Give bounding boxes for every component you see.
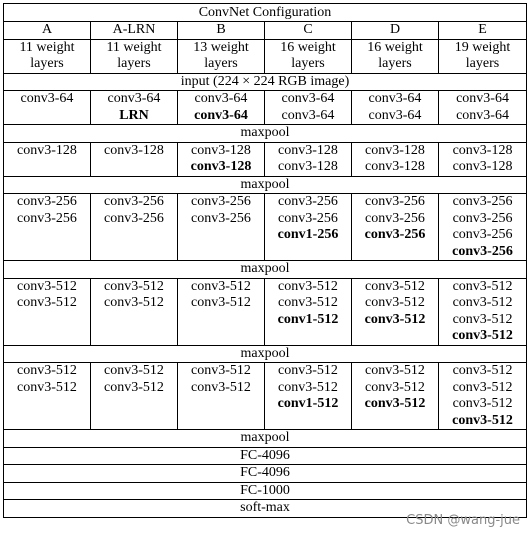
- layer-name: conv3-512: [191, 379, 251, 395]
- layer-name: conv3-256: [17, 210, 77, 226]
- layer-name: conv3-64: [456, 91, 509, 106]
- layer-name: conv3-64: [20, 91, 74, 106]
- tail-row: [4, 482, 527, 500]
- layer-name: conv3-512: [452, 412, 513, 428]
- layer-name: conv3-512: [452, 363, 513, 378]
- pool-row: [4, 176, 527, 194]
- layer-name: conv3-64: [107, 91, 161, 106]
- tail-layer-label: maxpool: [4, 430, 527, 448]
- layer-name: conv3-512: [104, 379, 164, 395]
- layer-name: conv3-512: [365, 379, 425, 395]
- layer-cell: [4, 363, 91, 430]
- column-desc: [178, 39, 265, 73]
- table-title: ConvNet Configuration: [4, 4, 527, 22]
- layer-name: conv3-64: [456, 107, 509, 123]
- tail-row: [4, 447, 527, 465]
- layer-name: conv3-128: [190, 159, 252, 174]
- layer-name: conv3-256: [365, 210, 425, 226]
- layer-cell: [4, 91, 91, 125]
- column-desc-line: 11 weight: [19, 39, 75, 55]
- layer-name: conv3-512: [452, 328, 513, 343]
- layer-name: conv3-512: [17, 363, 77, 378]
- config-table-wrapper: [3, 3, 527, 518]
- column-desc: [352, 39, 439, 73]
- layer-name: conv3-512: [104, 278, 164, 294]
- layer-cell: [352, 363, 439, 430]
- column-name: E: [439, 22, 527, 40]
- column-desc-row: [4, 39, 527, 73]
- layer-cell: [265, 363, 352, 430]
- watermark: CSDN @wang-jue: [406, 513, 520, 528]
- layer-name: conv3-128: [17, 142, 77, 158]
- layer-cell: [439, 91, 527, 125]
- layer-cell: [439, 363, 527, 430]
- column-desc-line: layers: [378, 56, 412, 71]
- convnet-config-table: [3, 3, 527, 518]
- input-label: input (224 × 224 RGB image): [4, 73, 527, 91]
- layer-name: conv3-256: [452, 227, 513, 242]
- layer-cell: [178, 142, 265, 176]
- layer-name: conv3-256: [17, 194, 77, 209]
- layer-cell: [265, 194, 352, 261]
- pool-label: maxpool: [4, 261, 527, 279]
- column-desc-line: layers: [117, 56, 151, 71]
- layer-cell: [4, 142, 91, 176]
- layer-name: conv3-512: [191, 278, 251, 294]
- layer-cell: [352, 194, 439, 261]
- layer-name: conv3-512: [452, 278, 513, 294]
- column-desc: [91, 39, 178, 73]
- layer-name: conv3-512: [191, 363, 251, 378]
- column-desc-line: 16 weight: [367, 39, 423, 55]
- layer-name: conv1-512: [277, 311, 339, 327]
- layer-name: conv3-256: [452, 243, 513, 259]
- layer-name: conv3-512: [278, 379, 338, 395]
- layer-name: conv3-128: [365, 142, 425, 158]
- config-table-body: [4, 4, 527, 518]
- layer-cell: [178, 363, 265, 430]
- layer-block-row: [4, 363, 527, 430]
- pool-label: maxpool: [4, 176, 527, 194]
- layer-cell: [352, 91, 439, 125]
- layer-name: conv3-256: [452, 194, 513, 209]
- layer-name: conv3-512: [452, 295, 513, 310]
- layer-cell: [265, 91, 352, 125]
- layer-name: conv3-128: [278, 159, 338, 174]
- column-desc: [439, 39, 527, 73]
- column-name: C: [265, 22, 352, 40]
- layer-name: conv3-256: [191, 210, 251, 226]
- column-desc-line: layers: [30, 56, 64, 71]
- layer-cell: [265, 142, 352, 176]
- layer-name: conv3-256: [365, 194, 425, 209]
- layer-cell: [178, 278, 265, 345]
- layer-cell: [91, 194, 178, 261]
- column-desc-line: 13 weight: [193, 39, 249, 55]
- layer-name: conv3-512: [452, 379, 513, 395]
- layer-name: conv3-512: [17, 278, 77, 294]
- layer-name: conv3-512: [365, 295, 425, 310]
- pool-row: [4, 125, 527, 143]
- layer-cell: [439, 278, 527, 345]
- layer-cell: [178, 91, 265, 125]
- layer-name: conv3-512: [365, 363, 425, 378]
- layer-name: conv3-128: [365, 159, 425, 174]
- layer-cell: [4, 278, 91, 345]
- column-desc-line: 16 weight: [280, 39, 336, 55]
- layer-name: conv3-256: [452, 210, 513, 226]
- layer-name: conv3-512: [278, 295, 338, 310]
- layer-name: conv3-128: [452, 142, 513, 158]
- tail-row: [4, 430, 527, 448]
- layer-name: conv1-512: [277, 396, 339, 411]
- layer-name: conv3-512: [104, 295, 164, 310]
- tail-layer-label: FC-4096: [4, 465, 527, 483]
- pool-row: [4, 261, 527, 279]
- layer-cell: [4, 194, 91, 261]
- column-name: A-LRN: [91, 22, 178, 40]
- column-desc-line: layers: [291, 56, 325, 71]
- column-desc-line: layers: [204, 56, 238, 71]
- layer-name: conv3-256: [104, 210, 164, 226]
- layer-name: conv3-256: [104, 194, 164, 209]
- layer-name: conv3-512: [364, 311, 426, 327]
- layer-cell: [439, 194, 527, 261]
- layer-name: conv3-128: [452, 159, 513, 174]
- layer-block-row: [4, 91, 527, 125]
- layer-name: conv3-128: [191, 142, 251, 158]
- layer-name: conv3-512: [452, 396, 513, 411]
- layer-name: conv3-512: [278, 363, 338, 378]
- tail-row: [4, 465, 527, 483]
- layer-name: conv3-64: [281, 91, 335, 106]
- pool-label: maxpool: [4, 345, 527, 363]
- layer-name: conv3-512: [364, 396, 426, 411]
- layer-name: conv3-512: [191, 295, 251, 310]
- layer-name: conv3-512: [104, 363, 164, 378]
- layer-name: LRN: [119, 107, 149, 123]
- tail-layer-label: FC-1000: [4, 482, 527, 500]
- layer-block-row: [4, 142, 527, 176]
- layer-name: conv3-128: [104, 142, 164, 158]
- column-desc-line: layers: [465, 56, 500, 71]
- pool-label: maxpool: [4, 125, 527, 143]
- layer-block-row: [4, 194, 527, 261]
- layer-cell: [439, 142, 527, 176]
- layer-name: conv3-512: [452, 311, 513, 327]
- column-name-row: [4, 22, 527, 40]
- tail-layer-label: FC-4096: [4, 447, 527, 465]
- tail-layer-label: soft-max: [4, 500, 527, 518]
- layer-name: conv3-64: [368, 107, 422, 123]
- layer-name: conv3-256: [364, 227, 426, 242]
- column-desc-line: 19 weight: [454, 39, 511, 55]
- layer-cell: [91, 278, 178, 345]
- column-name: A: [4, 22, 91, 40]
- layer-name: conv3-64: [368, 91, 422, 106]
- layer-name: conv3-512: [365, 278, 425, 294]
- layer-cell: [91, 363, 178, 430]
- input-row: [4, 73, 527, 91]
- layer-cell: [352, 278, 439, 345]
- layer-name: conv3-512: [17, 295, 77, 310]
- layer-cell: [265, 278, 352, 345]
- layer-block-row: [4, 278, 527, 345]
- layer-name: conv3-128: [278, 142, 338, 158]
- layer-name: conv3-256: [191, 194, 251, 209]
- column-name: B: [178, 22, 265, 40]
- column-desc-line: 11 weight: [106, 39, 162, 55]
- layer-cell: [91, 91, 178, 125]
- layer-cell: [178, 194, 265, 261]
- layer-name: conv3-64: [194, 91, 248, 106]
- layer-name: conv1-256: [277, 227, 339, 242]
- layer-name: conv3-256: [278, 194, 338, 209]
- column-desc: [265, 39, 352, 73]
- layer-name: conv3-512: [278, 278, 338, 294]
- column-name: D: [352, 22, 439, 40]
- layer-name: conv3-512: [17, 379, 77, 395]
- layer-name: conv3-64: [194, 107, 248, 123]
- layer-cell: [352, 142, 439, 176]
- pool-row: [4, 345, 527, 363]
- layer-name: conv3-64: [281, 107, 335, 123]
- layer-name: conv3-256: [278, 210, 338, 226]
- column-desc: [4, 39, 91, 73]
- layer-cell: [91, 142, 178, 176]
